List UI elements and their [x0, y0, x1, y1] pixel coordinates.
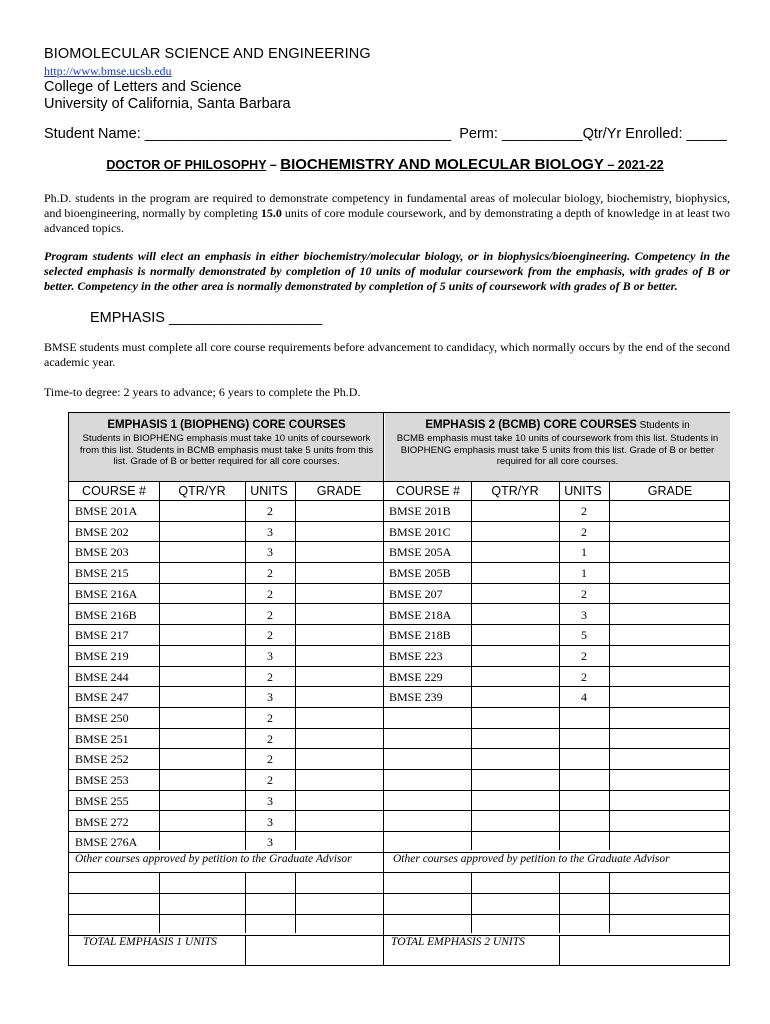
row-divider [69, 624, 729, 625]
emphasis1-units: 2 [267, 731, 273, 746]
university-name: University of California, Santa Barbara [44, 96, 291, 112]
emphasis2-course: BMSE 218B [389, 628, 451, 643]
col-units-2: UNITS [564, 484, 602, 498]
emphasis2-units: 2 [581, 669, 587, 684]
emphasis1-total-label: TOTAL EMPHASIS 1 UNITS [83, 936, 217, 948]
emphasis2-units: 2 [581, 524, 587, 539]
row-divider [69, 541, 729, 542]
emphasis1-units: 3 [267, 835, 273, 850]
emphasis1-course: BMSE 250 [75, 711, 129, 725]
emphasis-field: EMPHASIS ___________________ [90, 310, 323, 326]
emphasis1-units: 2 [267, 773, 273, 788]
row-divider [69, 603, 729, 604]
row-divider [69, 790, 729, 791]
emphasis1-course: BMSE 216B [75, 607, 137, 622]
p1-text-a: Ph.D. students in the program are required to demonstrate competency in fundamental areas of molecular biology, biochemistry, biophysics, and bioengineering, normally by completing [44, 191, 730, 220]
emphasis1-units: 3 [267, 545, 273, 560]
row-divider [69, 645, 729, 646]
column-divider [295, 872, 296, 933]
emphasis2-header [385, 413, 730, 481]
emphasis2-course: BMSE 239 [389, 690, 443, 705]
row-divider [69, 831, 729, 832]
emphasis1-units: 2 [267, 711, 273, 725]
emphasis1-units: 3 [267, 793, 273, 808]
degree-name: DOCTOR OF PHILOSOPHY [106, 158, 267, 172]
col-qtr-1: QTR/YR [178, 484, 226, 498]
column-divider [159, 872, 160, 933]
emphasis2-course: BMSE 218A [389, 607, 452, 622]
column-header-divider [69, 500, 729, 501]
column-divider [295, 481, 296, 850]
emphasis1-petition-note: Other courses approved by petition to the Graduate Advisor [75, 853, 352, 865]
column-divider [159, 481, 160, 850]
document-title [0, 156, 770, 173]
emphasis1-course: BMSE 251 [75, 731, 129, 746]
emphasis2-total-label: TOTAL EMPHASIS 2 UNITS [391, 936, 525, 948]
emphasis2-petition-note: Other courses approved by petition to the Graduate Advisor [393, 853, 670, 865]
emphasis1-units: 2 [267, 586, 273, 601]
college-name: College of Letters and Science [44, 79, 242, 95]
emphasis1-course: BMSE 216A [75, 586, 138, 601]
col-units-1: UNITS [250, 484, 288, 498]
emphasis1-course: BMSE 215 [75, 566, 129, 581]
row-divider [69, 872, 729, 873]
emphasis2-course: BMSE 229 [389, 669, 443, 684]
emphasis2-course: BMSE 201B [389, 504, 451, 518]
emphasis1-units: 2 [267, 628, 273, 643]
column-divider [559, 935, 560, 965]
emphasis1-course: BMSE 203 [75, 545, 129, 560]
emphasis1-course: BMSE 252 [75, 752, 129, 767]
department-title: BIOMOLECULAR SCIENCE AND ENGINEERING [44, 46, 371, 62]
emphasis2-units: 4 [581, 690, 587, 705]
row-divider [69, 852, 729, 853]
emphasis1-units: 3 [267, 524, 273, 539]
col-grade-2: GRADE [647, 484, 693, 498]
column-divider [245, 935, 246, 965]
row-divider [69, 707, 729, 708]
col-course-1: COURSE # [82, 484, 146, 498]
emphasis1-course: BMSE 219 [75, 648, 129, 663]
emphasis2-course: BMSE 205B [389, 566, 451, 581]
emphasis1-course: BMSE 272 [75, 814, 129, 829]
row-divider [69, 728, 729, 729]
row-divider [69, 914, 729, 915]
emphasis1-course: BMSE 276A [75, 835, 138, 850]
emphasis1-course: BMSE 255 [75, 793, 129, 808]
emphasis2-course: BMSE 201C [389, 524, 451, 539]
col-grade-1: GRADE [316, 484, 362, 498]
row-divider [69, 686, 729, 687]
emphasis1-units: 2 [267, 504, 273, 518]
emphasis1-units: 2 [267, 752, 273, 767]
emphasis2-course: BMSE 205A [389, 545, 452, 560]
row-divider [69, 935, 729, 936]
emphasis2-description: BCMB emphasis must take 10 units of coursework from this list. Students in BIOPHENG emphasis must take 5 units from this list. Grade of B or better required for all core courses. [396, 433, 719, 467]
column-divider [609, 872, 610, 933]
emphasis1-units: 3 [267, 814, 273, 829]
emphasis1-units: 2 [267, 607, 273, 622]
website-link[interactable]: http://www.bmse.ucsb.edu [44, 64, 172, 78]
candidacy-paragraph: BMSE students must complete all core course requirements before advancement to candidacy, which normally occurs by the end of the second academic year. [44, 340, 731, 369]
emphasis1-units: 2 [267, 566, 273, 581]
emphasis1-header [69, 413, 384, 481]
col-qtr-2: QTR/YR [491, 484, 539, 498]
emphasis1-course: BMSE 201A [75, 504, 138, 518]
row-divider [69, 583, 729, 584]
academic-year: – 2021-22 [603, 158, 664, 172]
emphasis2-course: BMSE 223 [389, 648, 443, 663]
column-divider [245, 872, 246, 933]
column-divider [471, 481, 472, 850]
emphasis1-course: BMSE 253 [75, 773, 129, 788]
emphasis1-course: BMSE 244 [75, 669, 129, 684]
emphasis2-units: 1 [581, 566, 587, 581]
column-divider [471, 872, 472, 933]
emphasis2-title-line [385, 419, 730, 431]
emphasis2-units: 2 [581, 586, 587, 601]
p1-text-b: units of core module coursework, and by demonstrating a depth of knowledge in at least two advanced topics. [44, 206, 730, 235]
emphasis2-units: 1 [581, 545, 587, 560]
emphasis1-description: Students in BIOPHENG emphasis must take 10 units of coursework from this list. Students in BCMB emphasis must take 5 units from this list. Grade of B or better required for all core courses. [79, 433, 374, 467]
emphasis1-course: BMSE 247 [75, 690, 129, 705]
emphasis-divider [383, 413, 384, 965]
p1-units: 15.0 [260, 206, 282, 220]
row-divider [69, 521, 729, 522]
student-info-line: Student Name: ______________________________________ Perm: __________Qtr/Yr Enrolled: _____ [44, 126, 727, 142]
row-divider [69, 893, 729, 894]
emphasis2-course: BMSE 207 [389, 586, 443, 601]
emphasis1-course: BMSE 217 [75, 628, 129, 643]
emphasis2-units: 3 [581, 607, 587, 622]
row-divider [69, 748, 729, 749]
row-divider [69, 666, 729, 667]
requirements-paragraph [44, 191, 730, 236]
emphasis1-units: 2 [267, 669, 273, 684]
core-courses-table [68, 412, 730, 966]
header-divider [69, 481, 729, 482]
emphasis2-title-tail: Students in [636, 420, 690, 431]
row-divider [69, 810, 729, 811]
emphasis-paragraph: Program students will elect an emphasis in either biochemistry/molecular biology, or in biophysics/bioengineering. Competency in the selected emphasis is normally demonstrated by completion of 10 units of modular coursework from the emphasis, with grades of B or better. Competency in the other area is normally demonstrated by completion of 5 units of coursework with grades of B or better. [44, 249, 730, 293]
row-divider [69, 562, 729, 563]
emphasis2-units: 2 [581, 504, 587, 518]
emphasis1-title: EMPHASIS 1 (BIOPHENG) CORE COURSES [107, 419, 346, 431]
emphasis2-title: EMPHASIS 2 (BCMB) CORE COURSES [425, 419, 637, 431]
time-to-degree: Time-to degree: 2 years to advance; 6 years to complete the Ph.D. [44, 385, 361, 399]
title-dash: – [266, 158, 281, 172]
row-divider [69, 769, 729, 770]
program-name: BIOCHEMISTRY AND MOLECULAR BIOLOGY [280, 156, 604, 173]
emphasis1-units: 3 [267, 648, 273, 663]
column-divider [559, 872, 560, 933]
column-divider [609, 481, 610, 850]
col-course-2: COURSE # [396, 484, 460, 498]
emphasis2-units: 5 [581, 628, 587, 643]
emphasis2-units: 2 [581, 648, 587, 663]
emphasis1-units: 3 [267, 690, 273, 705]
emphasis1-course: BMSE 202 [75, 524, 129, 539]
